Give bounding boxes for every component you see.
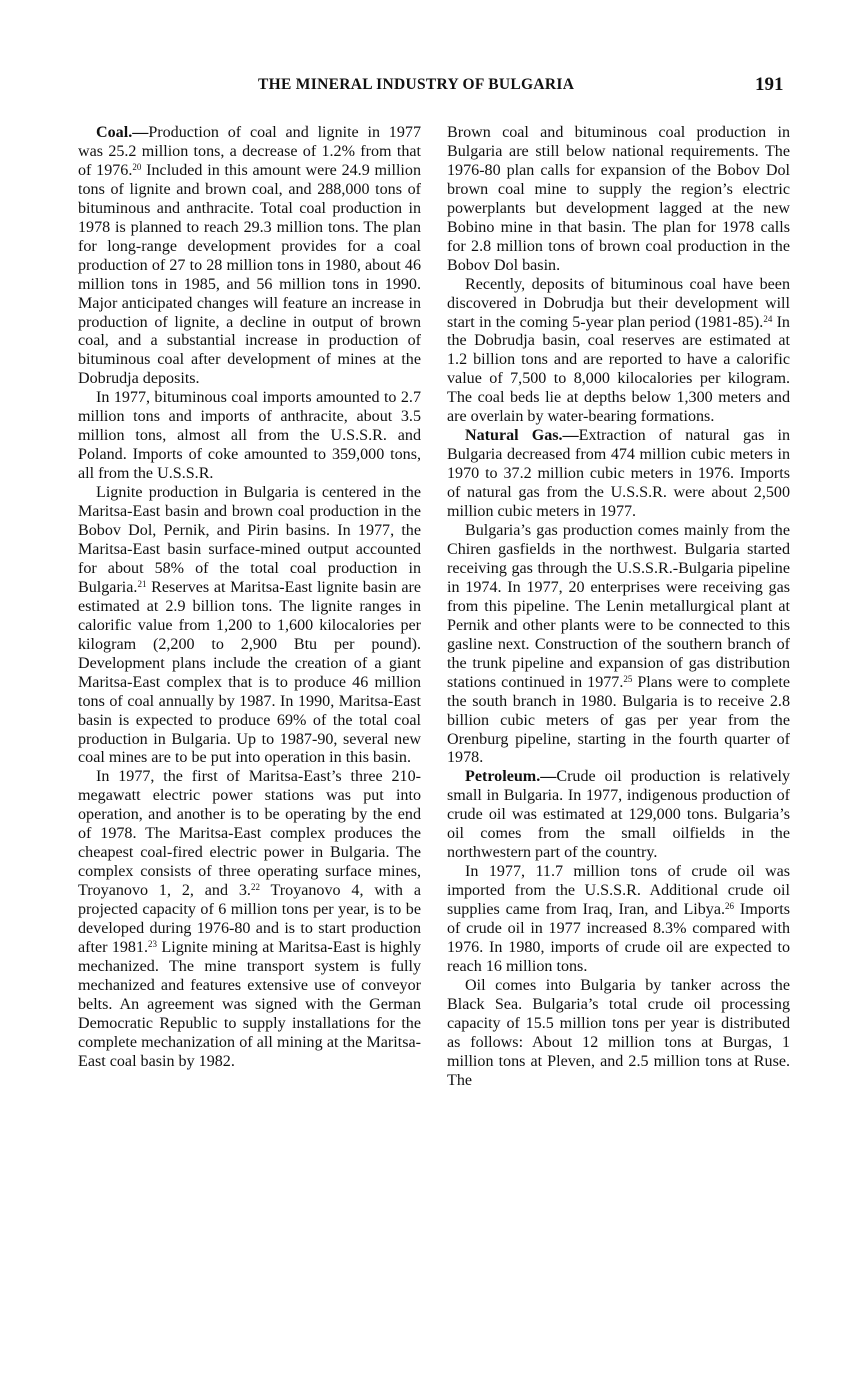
paragraph bbox=[447, 427, 790, 522]
paragraph-text: Recently, deposits of bituminous coal have been discovered in Dobrudja but their development will start in the coming 5-year plan period (1981-85). bbox=[447, 275, 790, 331]
paragraph-text: Troyanovo 4, with a projected capacity of 6 million tons per year, is to be developed during 1976-80 and is to start production after 1981. bbox=[78, 882, 421, 956]
right-column bbox=[447, 124, 790, 1091]
footnote-marker: 21 bbox=[137, 578, 147, 589]
paragraph bbox=[447, 977, 790, 1091]
paragraph bbox=[447, 863, 790, 977]
paragraph-text: Oil comes into Bulgaria by tanker across the Black Sea. Bulgaria’s total crude oil processing capacity of 15.5 million tons per year is distributed as follows: About 12 million tons at Burgas, 1 million tons at Pleven, and 2.5 million tons at Ruse. The bbox=[447, 976, 790, 1089]
footnote-marker: 20 bbox=[132, 161, 142, 172]
paragraph bbox=[447, 768, 790, 863]
paragraph bbox=[78, 484, 421, 768]
paragraph bbox=[447, 276, 790, 428]
paragraph-text: Included in this amount were 24.9 million tons of lignite and brown coal, and 288,000 tons of bituminous and anthracite. Total coal production in 1978 is planned to reach 29.3 million tons. The plan for long-range development provides for a coal production of 27 to 28 million tons in 1980, about 46 million tons in 1985, and 56 million tons in 1990. Major anticipated changes will feature an increase in production of lignite, a decline in output of brown coal, and a substantial increase in production of bituminous coal after development of mines at the Dobrudja deposits. bbox=[78, 161, 422, 388]
left-column bbox=[78, 124, 421, 1072]
paragraph bbox=[78, 768, 421, 1071]
section-heading: Natural Gas.— bbox=[465, 427, 579, 445]
paragraph bbox=[78, 124, 421, 389]
paragraph bbox=[78, 389, 421, 484]
paragraph-text: In 1977, bituminous coal imports amounted to 2.7 million tons and imports of anthracite, about 3.5 million tons, almost all from the U.S.S.R. and Poland. Imports of coke amounted to 359,000 tons, all from the U.S.S.R. bbox=[78, 389, 421, 483]
footnote-marker: 25 bbox=[623, 673, 633, 684]
paragraph-text: Plans were to complete the south branch in 1980. Bulgaria is to receive 2.8 billion cubic meters of gas per year from the Orenburg pipeline, starting in the fourth quarter of 1978. bbox=[447, 673, 790, 767]
paragraph-text: Crude oil production is relatively small in Bulgaria. In 1977, indigenous production of crude oil was estimated at 129,000 tons. Bulgaria’s oil comes from the small oilfields in the northwestern part of the country. bbox=[447, 768, 790, 862]
footnote-marker: 26 bbox=[725, 901, 735, 912]
paragraph-text: Lignite production in Bulgaria is centered in the Maritsa-East basin and brown coal production in the Bobov Dol, Pernik, and Pirin basins. In 1977, the Maritsa-East basin surface-mined output accounted for about 58% of the total coal production in Bulgaria. bbox=[78, 484, 421, 596]
paragraph-text: Bulgaria’s gas production comes mainly from the Chiren gasfields in the northwest. Bulgaria started receiving gas through the U.S.S.R.-Bulgaria pipeline in 1974. In 1977, 20 enterprises were receiving gas from this pipeline. The Lenin metallurgical plant at Pernik and other plants were to be connected to this gasline next. Construction of the southern branch of the trunk pipeline and expansion of gas distribution stations continued in 1977. bbox=[447, 522, 790, 691]
paragraph-text: In 1977, the first of Maritsa-East’s three 210-megawatt electric power stations was put into operation, and another is to be operating by the end of 1978. The Maritsa-East complex produces the cheapest coal-fired electric power in Bulgaria. The complex consists of three operating surface mines, Troyanovo 1, 2, and 3. bbox=[78, 768, 421, 900]
running-head-title: THE MINERAL INDUSTRY OF BULGARIA bbox=[258, 76, 575, 93]
footnote-marker: 22 bbox=[250, 882, 260, 893]
paragraph-text: In 1977, 11.7 million tons of crude oil was imported from the U.S.S.R. Additional crude oil supplies came from Iraq, Iran, and Libya. bbox=[447, 863, 790, 919]
footnote-marker: 24 bbox=[763, 313, 773, 324]
paragraph-text: Reserves at Maritsa-East lignite basin are estimated at 2.9 billion tons. The lignite ranges in calorific value from 1,200 to 1,600 kilocalories per kilogram (2,200 to 2,900 Btu per pound). Development plans include the creation of a giant Maritsa-East complex that is to produce 46 million tons of coal annually by 1987. In 1990, Maritsa-East basin is expected to produce 69% of the total coal production in Bulgaria. Up to 1987-90, several new coal mines are to be put into operation in this basin. bbox=[78, 578, 421, 767]
paragraph-text: Imports of crude oil in 1977 increased 8.3% compared with 1976. In 1980, imports of crude oil are expected to reach 16 million tons. bbox=[447, 901, 790, 975]
page-number: 191 bbox=[755, 74, 784, 95]
section-heading: Coal.— bbox=[96, 124, 149, 141]
section-heading: Petroleum.— bbox=[465, 768, 557, 786]
paragraph bbox=[447, 522, 790, 768]
paragraph-text: Brown coal and bituminous coal production in Bulgaria are still below national requirements. The 1976-80 plan calls for expansion of the Bobov Dol brown coal mine to supply the region’s electric powerplants but development lagged at the new Bobino mine in that basin. The plan for 1978 calls for 2.8 million tons of brown coal production in the Bobov Dol basin. bbox=[447, 124, 790, 274]
paragraph-text: Extraction of natural gas in Bulgaria decreased from 474 million cubic meters in 1970 to 37.2 million cubic meters in 1976. Imports of natural gas from the U.S.S.R. were about 2,500 million cubic meters in 1977. bbox=[447, 427, 791, 521]
footnote-marker: 23 bbox=[148, 938, 158, 949]
paragraph-text: Production of coal and lignite in 1977 was 25.2 million tons, a decrease of 1.2% from that of 1976. bbox=[78, 124, 421, 179]
paragraph-text: In the Dobrudja basin, coal reserves are estimated at 1.2 billion tons and are reported to have a calorific value of 7,500 to 8,000 kilocalories per kilogram. The coal beds lie at depths below 1,300 meters and are overlain by water-bearing formations. bbox=[447, 313, 790, 426]
paragraph bbox=[447, 124, 790, 276]
paragraph-text: Lignite mining at Maritsa-East is highly mechanized. The mine transport system is fully mechanized and features extensive use of conveyor belts. An agreement was signed with the German Democratic Republic to supply installations for the complete mechanization of all mining at the Maritsa-East coal basin by 1982. bbox=[78, 938, 421, 1070]
